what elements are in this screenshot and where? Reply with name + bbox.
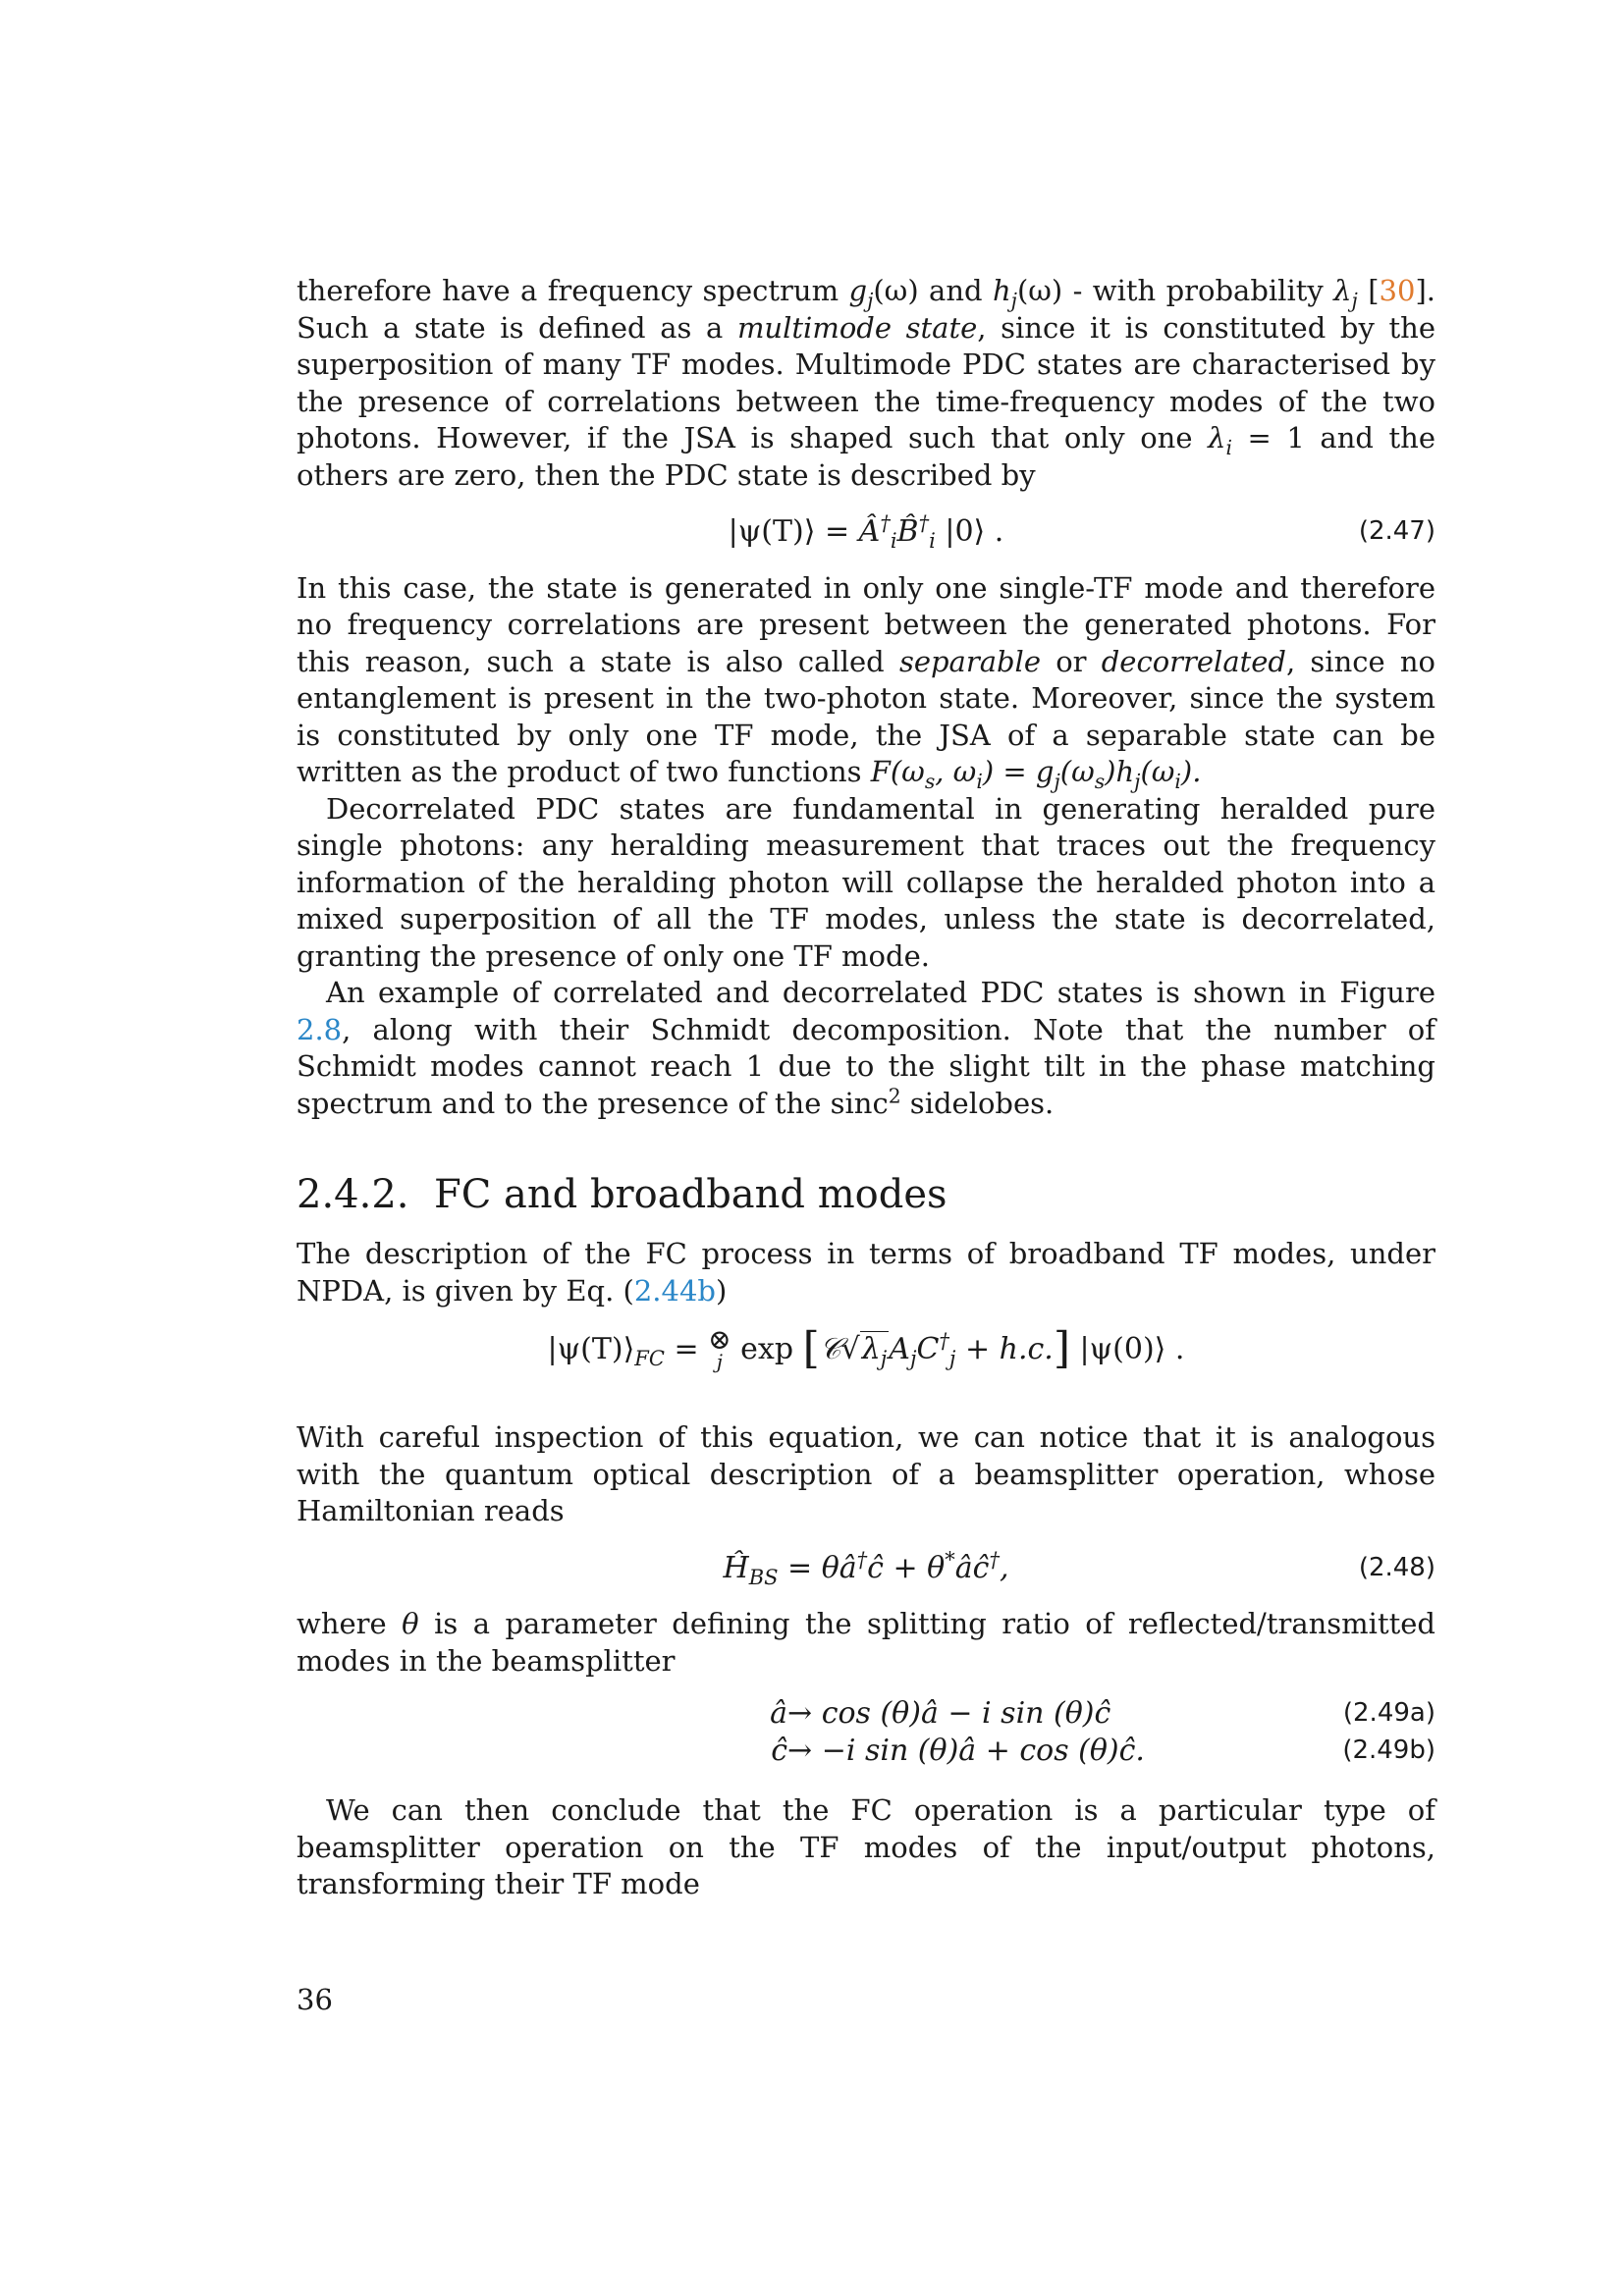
equation-2-47: |ψ(T)⟩ = $Â^\dagger_iB̂^\dagger_i$ |0⟩ . (2.47) [728,511,1435,553]
tensor-product-symbol: ⊗ j [708,1323,731,1373]
math-lambda-j: $\lambda_j$ [1333,274,1358,312]
equation-fc-state: $|\psi(T)⟩_{FC}$ = ⊗ j $\exp [𝒞√\lambda_jA_jC^\dagger_j + h.c.]$ |ψ(0)⟩ . [547,1323,1185,1373]
paragraph-beamsplitter: With careful inspection of this equation, we can notice that it is analogous with the quantum optical description of a beamsplitter operation, whose Hamiltonian reads [297,1420,1435,1527]
equation-2-49b: ĉ → −i sin (θ)â + cos (θ)ĉ. (2.49b) [771,1733,1435,1768]
math-theta: θ [402,1607,419,1640]
paragraph-example: An example of correlated and decorrelated PDC states is shown in Figure 2.8, along with their Schmidt decomposition. Note that the number of Schmidt modes cannot reach 1 due to the slight tilt in the phase matching spectrum and to the presence of the sinc$^2$ sidelobes. [297,976,1435,1120]
equation-2-48: $Ĥ_{BS}$ = θâ†ĉ + θ*âĉ†, (2.48) [723,1547,1435,1589]
paragraph-decorrelated: Decorrelated PDC states are fundamental in generating heralded pure single photons: any heralding measurement that traces out the frequency information of the heralding photon will collapse the heralded photon into a mixed superposition of all the TF modes, unless the state is decorrelated, granting the presence of only one TF mode. [297,791,1435,973]
section-heading: 2.4.2. FC and broadband modes [297,1172,947,1217]
emphasis-separable: separable [898,644,1041,678]
emphasis-decorrelated: decorrelated [1101,644,1286,678]
paragraph-conclusion: We can then conclude that the FC operation is a particular type of beamsplitter operation on the TF modes of the input/output photons, transforming their TF mode [297,1793,1435,1900]
math-g: $g_j(\omega)$ [848,274,919,312]
equation-number: (2.49b) [1342,1735,1435,1765]
equation-2-49 [297,1695,1435,1769]
equation-number: (2.47) [1358,516,1435,546]
math-h: $h_j(\omega)$ [992,274,1063,312]
paragraph-theta: where θ is a parameter defining the splitting ratio of reflected/transmitted modes in the beamsplitter [297,1607,1435,1678]
equation-number: (2.49a) [1342,1698,1435,1728]
figure-link[interactable]: 2.8 [297,1012,343,1046]
math-lambda-i: $\lambda_i = 1$ [1208,421,1305,459]
equation-2-49a: â → cos (θ)â − i sin (θ)ĉ (2.49a) [770,1696,1435,1731]
page-body [297,273,1435,1903]
paragraph-fc-description: The description of the FC process in terms of broadband TF modes, under NPDA, is given by Eq. (2.44b) [297,1237,1435,1308]
math-jsa-product: $F(\omega_s$, $\omega_i) = g_j(\omega_s)h_j(\omega_i)$. [870,755,1202,793]
text: therefore have a frequency spectrum [297,274,849,307]
citation-link[interactable]: 30 [1379,274,1416,307]
math-sinc: sinc$^2$ [830,1083,901,1120]
paragraph-multimode: therefore have a frequency spectrum $g_j(\omega)$ and $h_j(\omega)$ - with probability $\lambda_j$ [30]. Such a state is defined as a multimode state, since it is constituted by the superposition of many TF modes. Multimode PDC states are characterised by the presence of correlations between the time-frequency modes of the two photons. However, if the JSA is shaped such that only one $\lambda_i = 1$ and the others are zero, then the PDC state is described by [297,274,1436,492]
page-number: 36 [297,1983,333,2016]
equation-number: (2.48) [1358,1552,1435,1582]
paragraph-separable: In this case, the state is generated in only one single-TF mode and therefore no frequency correlations are present between the generated photons. For this reason, such a state is also called separable or decorrelated, since no entanglement is present in the two-photon state. Moreover, since the system is constituted by only one TF mode, the JSA of a separable state can be written as the product of two functions $F(\omega_s$, $\omega_i) = g_j(\omega_s)h_j(\omega_i)$. [297,570,1435,793]
emphasis-multimode: multimode state [736,310,978,345]
equation-link[interactable]: 2.44b [633,1273,716,1308]
